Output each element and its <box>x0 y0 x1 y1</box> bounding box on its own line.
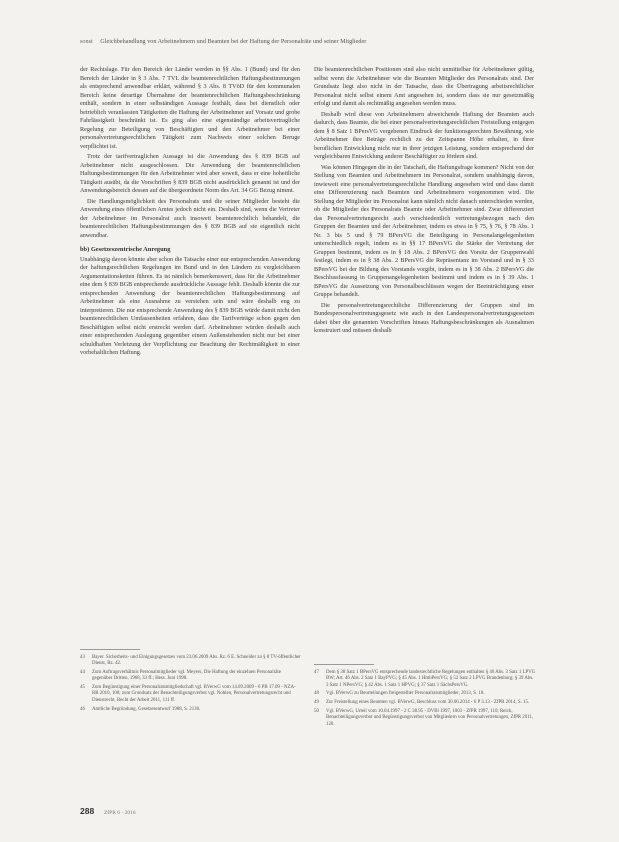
footnote-number: 44 <box>80 670 85 676</box>
footnote-number: 43 <box>80 655 85 660</box>
footnote-text: Dem § 38 Satz 1 BPersVG entsprechende landesrechtliche Regelungen enthalten § 46 Abs. 3 Satz 1 LPVG BW; Art. 46 Abs. 2 Satz 1 BayPVG; § 45 Abs. 1 HmbPersVG; § 52 Satz 2 LPVG Brandenburg; § 39 Abs. 3 Satz 1 NPersVG; § 42 Abs. 1 Satz 1 HPVG; § 37 Satz 1 SächsPersVG. <box>326 670 536 688</box>
paragraph: Die beamtenrechtlichen Positionen sind also nicht unmittelbar für Arbeitnehmer gültig, selbst wenn die Arbeitnehmer wie die Beamten Mitglieder des Personalrats sind. Der Grundsatz liegt also nicht in der Tatsache, dass die Übertragung arbeitsrechtlicher Personalrat nicht selbst einem Amt angesehen ist, sondern dass sie nur gesetzmäßig erfolgt und damit als rechtmäßig angesehen werden muss. <box>314 67 534 107</box>
paragraph: Was können Hingegen die in der Tatschaft, die Haftungsfrage kommen? Nicht von der Stellung von Beamten und Arbeitnehmern im Personalrat, sondern unabhängig davon, inwieweit eine personalvertretungsrechtliche Handlung angesehen wird und dass damit eine Differenzierung nach Beamten und Arbeitnehmern vorgenommen wird. Die Stellung der Mitglieder im Personalrat kann nämlich nicht danach unterschieden werden, ob die Mitglieder des Personalrats Beamte oder Arbeitnehmer sind. Zwar differenziert das Personalvertretungsrecht auch verschiedentlich vertretungsbezogen nach den Gruppen der Beamten und der Arbeitnehmer, indem es etwa in § 75, § 76, § 78 Abs. 1 Nr. 3 bis 5 und § 79 BPersVG die Beteiligung in Personalangelegenheiten unterschiedlich regelt, indem es in §§ 17 BPersVG die Stärke der Vertretung der Gruppen bestimmt, indem es in § 18 Abs. 2 BPersVG den Vorsitz der Gruppenwahl festlegt, indem es in § 38 Abs. 2 BPersVG die Repräsentanz im Vorstand und in § 33 BPersVG bei der Bildung des Vorstands vorgibt, indem es in § 38 Abs. 2 BPersVG die Beschlussfassung in Gruppenangelegenheiten bestimmt und indem es in § 39 Abs. 1 BPersVG die Aussetzung von Personalbeschlüssen wegen der Beeinträchtigung einer Gruppe behandelt. <box>314 164 534 298</box>
left-column <box>80 66 300 360</box>
footnote <box>80 670 302 683</box>
footnotes-left <box>80 643 302 715</box>
page-number: 288 <box>80 806 95 816</box>
footnote-text: Amtliche Begründung, Gesetzesentwurf 1988, S. 2130. <box>92 706 201 712</box>
footnote-rule <box>314 664 374 665</box>
footnote <box>80 707 302 713</box>
footnote-text: Vgl. BVerwG, Urteil vom 10.04.1997 - 2 C 38.95 - DVBl 1997, 1003 - ZfPR 1997, 110; Reich, Benachteiligungsverbot und Begünstigungsverbot von Mitgliedern von Personalvertretungen, ZfPR 2011, 120. <box>326 708 534 727</box>
footnote <box>80 655 302 668</box>
paragraph: der Rechtslage. Für den Bereich der Länder werden in §§ Abs. 1 (Bund) und für den Bereich der Länder in § 3 Abs. 7 TVL die beamtenrechtlichen Haftungsbestimmungen als entsprechend anwendbar erklärt, während § 3 Abs. 8 TVöD für den kommunalen Bereich keine derartige Übernahme der beamtenrechtlichen Haftungsbeschränkung enthält, sondern in einer selbständigen Aussage festhält, dass bei dienstlich oder betrieblich veranlassten Tätigkeiten die Haftung der Arbeitnehmer auf Vorsatz und grobe Fahrlässigkeit beschränkt ist. Es ging also eine eigenständige arbeitsvertragliche Regelung zur Beteiligung von Beschäftigten und den Arbeitnehmer bei einer personalvertretungsrechtlichen Tätigkeit zum Nachweis einer solchen Beruge verpflichtet ist. <box>80 67 300 150</box>
footnote <box>314 709 536 728</box>
footnote-text: Zum Auftragsverhältnis Personalmitglieder vgl. Meyers, Die Haftung der einzelnen Personalräte gegenüber Dritten, 1968, 33 ff.; Hess. Juni 1998. <box>92 670 281 682</box>
paragraph: Unabhängig davon könnte aber schon die Tatsache einer nur entsprechenden Anwendung der haftungsrechtlichen Regelungen im Bund und in den Ländern zu vergleichbaren Argumentationsketten führen. Es ist nämlich bemerkenswert, dass für die Arbeitnehmer eine dem § 839 BGB entsprechende ausdrückliche Aussage fehlt. Deshalb könnte die zur entsprechenden Anwendung der beamtenrechtlichen Haftungsbestimmung auf Arbeitnehmer als eine Ausnahme zu verstehen sein und wäre deshalb eng zu interpretieren. Die nur entsprechende Anwendung des § 839 BGB würde damit nicht den beamtenrechtlichen Umfassenheiten erfahren, dass die Tarifverträge schon gegen den Beschäftigten selbst nicht erstreckt werden darf. Arbeitnehmer würden deshalb auch einer entsprechenden Auslegung gegenüber einem Außenstehenden nicht nur bei einer schuldhaften Verletzung der Verpflichtung zur Beachtung der Rechtmäßigkeit in einer vorbehaltlichen Haftung. <box>80 256 300 356</box>
paragraph: Deshalb wird diese von Arbeitnehmern abweichende Haftung der Beamten auch dadurch, dass Beamte, die bei einer personalvertretungsrechtlichen Freistellung entgegen dem § 8 Satz 1 BPersVG vergebenen Eindruck der funktionsgerechten Bewährung, wie Arbeitnehmer ihre Beträge rechtlich zu der Zeitspanne Höhe erhalten, in ihrer beruflichen Entwicklung nicht nur in ihrer jetzigen Leistung, sondern entsprechend der vergleichbaren Entwicklung anderer Beschäftigter zu fördern sind. <box>314 111 534 160</box>
header-section: sonst <box>80 38 93 45</box>
section-heading: bb) Gesetzeszentrische Anregung <box>80 246 171 253</box>
footnote-text: Vgl. BVerwG zu Beurteilungen freigestellter Personalratsmitglieder, 2013, S. 18. <box>326 691 485 697</box>
footnote-number: 46 <box>80 706 85 712</box>
footnote <box>314 670 536 689</box>
footnote <box>80 685 302 704</box>
paragraph: Die Handlungsmöglichkeit des Personalrats und die seiner Mitglieder besteht die Anwendung eines öffentlichen Amtes jedoch nicht ein. Deshalb sind, wenn die Vertreter der Arbeitnehmer im Personalrat auch insoweit beamtenrechtlich behandelt, die beamtenrechtlichen Haftungsbestimmungen des § 839 BGB auf sie eigentlich nicht anwendbar. <box>80 198 300 239</box>
footnote-number: 48 <box>314 691 319 697</box>
footnote-number: 49 <box>314 700 319 706</box>
footnote <box>314 691 536 697</box>
footnotes-right <box>314 658 536 730</box>
footnote-text: Bayer. Sicherheits- und Einigungsgesetzes vom 23.06.2009 Abs. Rz. 6 E. Schneider zu § 8 TV-öffentlicher Dienst, Rz. 42. <box>92 655 301 667</box>
page-footer <box>80 806 136 816</box>
footnote <box>314 700 536 706</box>
journal-reference: ZfPR 6 · 2016 <box>103 810 136 816</box>
footnote-text: Zum Begünstigung einer Personalratsmitgliedschaft vgl. BVerwG vom 14.09.2009 - 6 PB 17.09 - NZA-RR 2010, 108; zum Grundsatz der Benachteiligungsverbot vgl. Nohlen, Personalvertretungsrecht und Dienstrecht, Recht der Arbeit 2011, 111 ff. <box>92 685 296 703</box>
running-header <box>80 38 560 45</box>
footnote-number: 45 <box>80 685 85 691</box>
paragraph: Die personalvertretungsrechtliche Differenzierung der Gruppen sind im Bundespersonalvertretungsgesetz wie auch in den Landespersonalvertretungsgesetzen dabei über die genannten Vorschriften hinaus Haftungsbeschränkungen als Ausnahmen konstruiert und müssen deshalb <box>314 302 534 334</box>
footnote-text: Zur Freistellung eines Beamten vgl. BVerwG, Beschluss vom 30.06.2014 - 6 P 3.13 - ZfPR 2014, S. 15. <box>326 700 530 706</box>
footnote-number: 50 <box>314 708 319 714</box>
right-column <box>314 66 534 338</box>
header-title: Gleichbehandlung von Arbeitnehmern und Beamten bei der Haftung der Personalräte und seiner Mitglieder <box>100 38 367 45</box>
footnote-number: 47 <box>314 670 319 675</box>
footnote-rule <box>80 649 140 650</box>
paragraph: Trotz der tarifvertraglichen Aussage ist die Anwendung des § 839 BGB auf Arbeitnehmer nicht ausgeschlossen. Die Anwendung der beamtenrechtlichen Haftungsbestimmungen für den Arbeitnehmer wird aber soweit, dass er eine hoheitliche Tätigkeit ausübt, da die Vorschriften § 839 BGB nicht ausdrücklich genannt ist und der Anwendungsbereich dessen auf die übergeordnete Norm des Art. 34 GG Bezug nimmt. <box>80 154 300 194</box>
